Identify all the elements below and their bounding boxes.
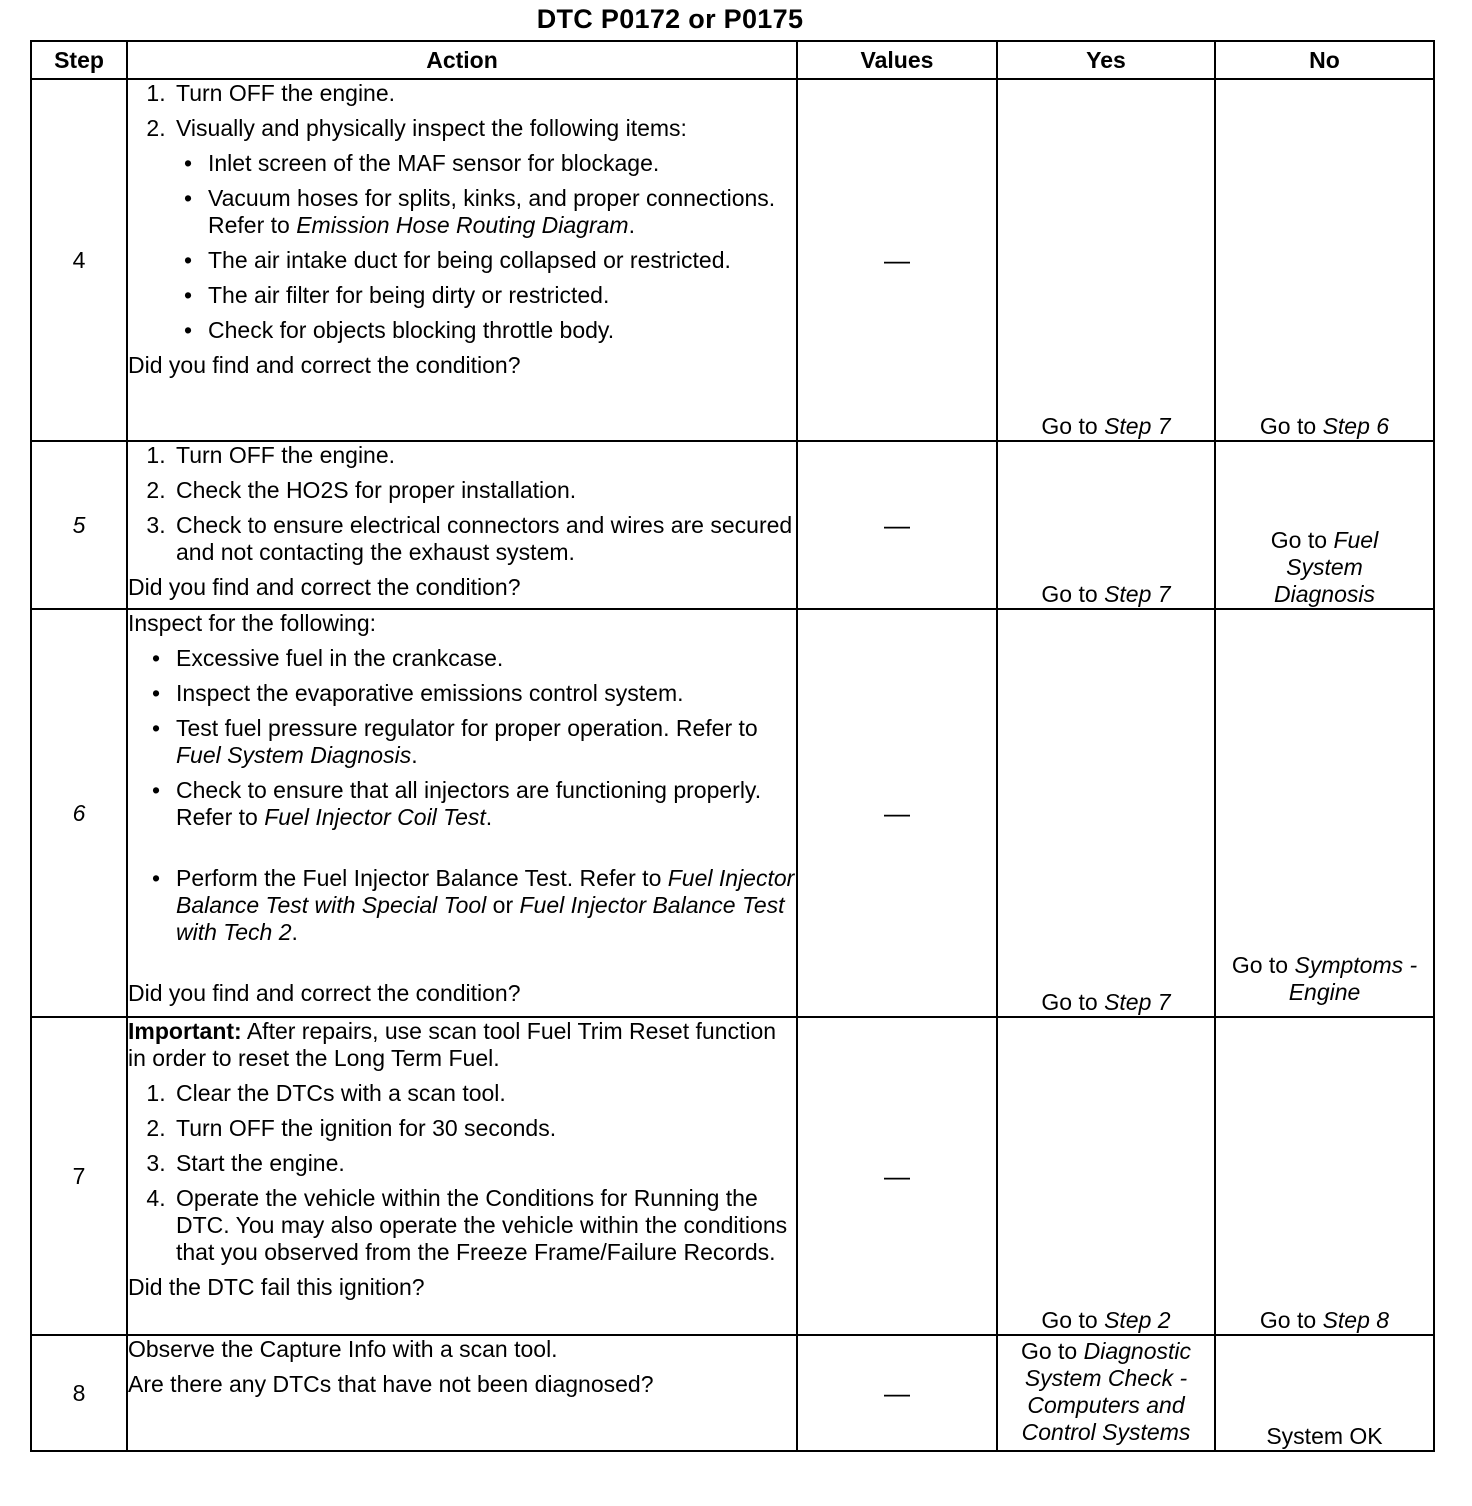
reference-link: Fuel Injector Balance Test with Special Tool <box>176 865 795 918</box>
yes-cell: Go to Step 7 <box>997 79 1215 441</box>
yes-cell: Go to Diagnostic System Check - Computers and Control Systems <box>997 1335 1215 1451</box>
action-cell <box>127 1017 797 1335</box>
no-cell: Go to Symptoms - Engine <box>1215 609 1434 1017</box>
list-item: 2. Check the HO2S for proper installation. <box>172 477 796 504</box>
table-row-step-6 <box>31 609 1434 1017</box>
question: Did you find and correct the condition? <box>128 574 521 600</box>
values-cell: — <box>797 609 997 1017</box>
list-item: 2. Visually and physically inspect the following items: • Inlet screen of the MAF sensor for blockage. • Vacuum hoses for splits, kinks, and proper connections. Refer to Emission Hose Routing Diagram. • The air intake duct for being collapsed or restricted. • The air filter for being dirty or restricted. • Check for objects blocking throttle body. <box>172 115 796 344</box>
list-item: 1. Clear the DTCs with a scan tool. <box>172 1080 788 1107</box>
question: Are there any DTCs that have not been diagnosed? <box>128 1371 654 1397</box>
list-item: 2. Turn OFF the ignition for 30 seconds. <box>172 1115 788 1142</box>
list-item: 1. Turn OFF the engine. <box>172 442 796 469</box>
step-number: 5 <box>31 441 127 609</box>
no-cell: Go to Step 6 <box>1215 79 1434 441</box>
step-number: 7 <box>31 1017 127 1335</box>
yes-cell: Go to Step 7 <box>997 441 1215 609</box>
header-step: Step <box>31 41 127 79</box>
list-item: 1. Turn OFF the engine. <box>172 80 796 107</box>
question: Did you find and correct the condition? <box>128 352 521 378</box>
list-item: • Check for objects blocking throttle body. <box>208 317 796 344</box>
document-title: DTC P0172 or P0175 <box>536 4 804 34</box>
values-cell: — <box>797 1335 997 1451</box>
table-row-step-4 <box>31 79 1434 441</box>
no-cell: Go to Fuel System Diagnosis <box>1215 441 1434 609</box>
action-cell <box>127 1335 797 1451</box>
table-row-step-5 <box>31 441 1434 609</box>
action-text: Observe the Capture Info with a scan tool. <box>128 1336 558 1362</box>
list-item: • Inspect the evaporative emissions control system. <box>176 680 796 707</box>
question: Did you find and correct the condition? <box>128 980 521 1006</box>
list-item: • Perform the Fuel Injector Balance Test. Refer to Fuel Injector Balance Test with Special Tool or Fuel Injector Balance Test with Tech 2. <box>176 865 796 946</box>
header-action: Action <box>127 41 797 79</box>
header-no: No <box>1215 41 1434 79</box>
header-yes: Yes <box>997 41 1215 79</box>
reference-link: Fuel Injector Balance Test with Tech 2 <box>176 892 785 945</box>
list-item: • The air filter for being dirty or restricted. <box>208 282 796 309</box>
yes-cell: Go to Step 2 <box>997 1017 1215 1335</box>
header-row <box>31 41 1434 79</box>
list-item: 4. Operate the vehicle within the Conditions for Running the DTC. You may also operate the vehicle within the conditions that you observed from the Freeze Frame/Failure Records. <box>172 1185 788 1266</box>
action-cell <box>127 609 797 1017</box>
question: Did the DTC fail this ignition? <box>128 1274 425 1300</box>
values-cell: — <box>797 441 997 609</box>
action-cell <box>127 79 797 441</box>
important-note: Important: After repairs, use scan tool Fuel Trim Reset function in order to reset the Long Term Fuel. <box>128 1018 777 1071</box>
yes-cell: Go to Step 7 <box>997 609 1215 1017</box>
values-cell: — <box>797 79 997 441</box>
list-item: • Check to ensure that all injectors are functioning properly. Refer to Fuel Injector Coil Test. <box>176 777 796 831</box>
header-values: Values <box>797 41 997 79</box>
reference-link: Emission Hose Routing Diagram <box>296 212 629 238</box>
step-number: 6 <box>31 609 127 1017</box>
action-cell <box>127 441 797 609</box>
no-cell: Go to Step 8 <box>1215 1017 1434 1335</box>
step-number: 4 <box>31 79 127 441</box>
values-cell: — <box>797 1017 997 1335</box>
dtc-table <box>30 40 1435 1452</box>
list-item: • Test fuel pressure regulator for proper operation. Refer to Fuel System Diagnosis. <box>176 715 796 769</box>
intro-text: Inspect for the following: <box>128 610 377 636</box>
reference-link: Fuel System Diagnosis <box>176 742 412 768</box>
table-row-step-8 <box>31 1335 1434 1451</box>
no-cell: System OK <box>1215 1335 1434 1451</box>
table-row-step-7 <box>31 1017 1434 1335</box>
step-number: 8 <box>31 1335 127 1451</box>
list-item: • Vacuum hoses for splits, kinks, and proper connections. Refer to Emission Hose Routing Diagram. <box>208 185 796 239</box>
list-item: 3. Start the engine. <box>172 1150 788 1177</box>
list-item: 3. Check to ensure electrical connectors and wires are secured and not contacting the exhaust system. <box>172 512 796 566</box>
list-item: • Inlet screen of the MAF sensor for blockage. <box>208 150 796 177</box>
list-item: • Excessive fuel in the crankcase. <box>176 645 796 672</box>
reference-link: Fuel Injector Coil Test <box>264 804 486 830</box>
list-item: • The air intake duct for being collapsed or restricted. <box>208 247 796 274</box>
